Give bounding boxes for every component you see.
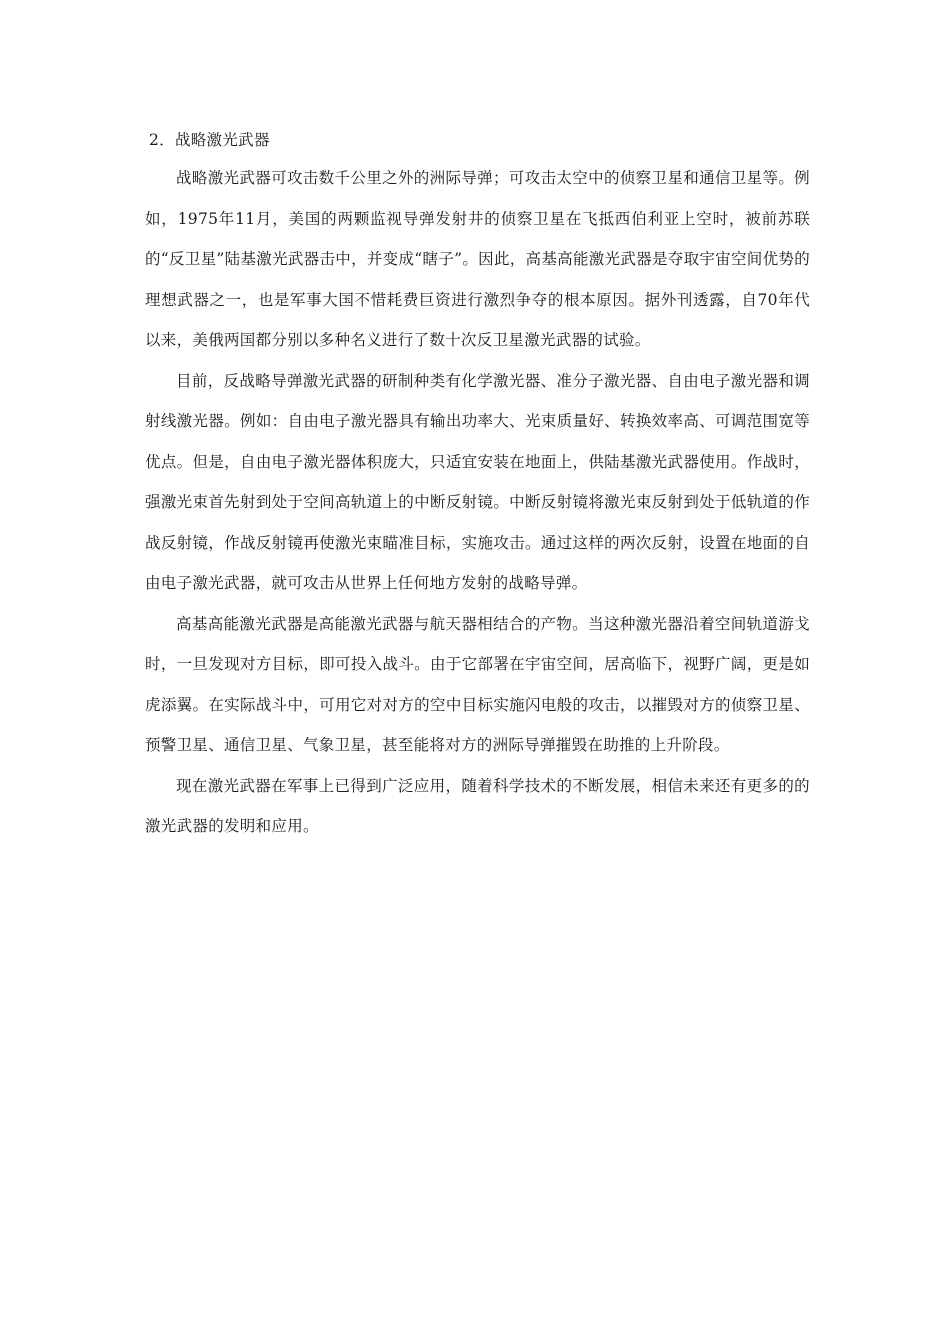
paragraph-space-based-lasers: 高基高能激光武器是高能激光武器与航天器相结合的产物。当这种激光器沿着空间轨道游戈时，一旦发现对方目标，即可投入战斗。由于它部署在宇宙空间，居高临下，视野广阔，更是如虎添翼。在实际战斗中，可用它对对方的空中目标实施闪电般的攻击，以摧毁对方的侦察卫星、预警卫星、通信卫星、气象卫星，甚至能将对方的洲际导弹摧毁在助推的上升阶段。 bbox=[145, 614, 810, 754]
document-body bbox=[145, 122, 810, 847]
paragraph-anti-missile-lasers: 目前，反战略导弹激光武器的研制种类有化学激光器、准分子激光器、自由电子激光器和调射线激光器。例如：自由电子激光器具有输出功率大、光束质量好、转换效率高、可调范围宽等优点。但是，自由电子激光器体积庞大，只适宜安装在地面上，供陆基激光武器使用。作战时，强激光束首先射到处于空间高轨道上的中断反射镜。中断反射镜将激光束反射到处于低轨道的作战反射镜，作战反射镜再使激光束瞄准目标，实施攻击。通过这样的两次反射，设置在地面的自由电子激光武器，就可攻击从世界上任何地方发射的战略导弹。 bbox=[145, 371, 810, 592]
paragraph-strategic-laser-intro: 战略激光武器可攻击数千公里之外的洲际导弹；可攻击太空中的侦察卫星和通信卫星等。例如，1975年11月，美国的两颗监视导弹发射井的侦察卫星在飞抵西伯利亚上空时，被前苏联的“反卫星”陆基激光武器击中，并变成“瞎子”。因此，高基高能激光武器是夺取宇宙空间优势的理想武器之一，也是军事大国不惜耗费巨资进行激烈争夺的根本原因。据外刊透露，自70年代以来，美俄两国都分别以多种名义进行了数十次反卫星激光武器的试验。 bbox=[145, 169, 810, 349]
paragraph-conclusion: 现在激光武器在军事上已得到广泛应用，随着科学技术的不断发展，相信未来还有更多的的激光武器的发明和应用。 bbox=[145, 776, 810, 835]
section-heading: 2．战略激光武器 bbox=[149, 131, 270, 149]
